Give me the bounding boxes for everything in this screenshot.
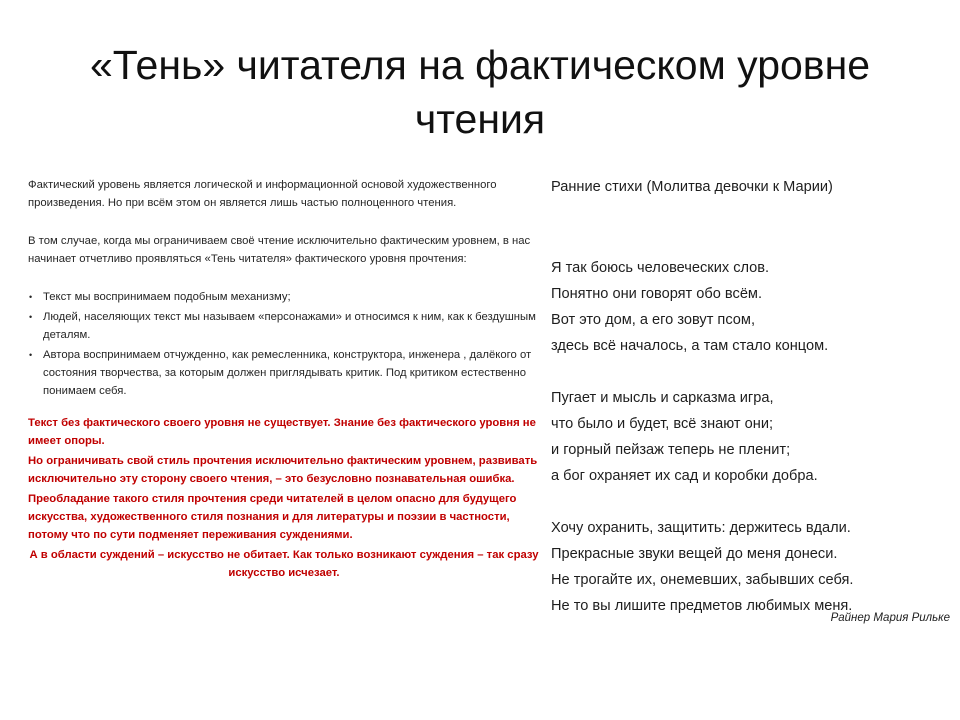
bullet-item: • Людей, населяющих текст мы называем «персонажами» и относимся к ним, как к бездушным деталям. — [28, 308, 540, 344]
poem-line: Не трогайте их, онемевших, забывших себя. — [551, 572, 854, 588]
poem-line: Я так боюсь человеческих слов. — [551, 260, 770, 276]
slide-title — [40, 38, 920, 146]
poem-stanza — [551, 255, 931, 359]
poem-line: а бог охраняет их сад и коробки добра. — [551, 468, 818, 484]
poem-line: что было и будет, всё знают они; — [551, 416, 774, 432]
title-line-2: чтения — [414, 96, 546, 142]
bullet-item: • Автора воспринимаем отчужденно, как ремесленника, конструктора, инженера , далёкого от состояния творчества, за которым должен приглядывать критик. Под критиком естественно понимаем себя. — [28, 346, 540, 400]
poem-heading: Ранние стихи (Молитва девочки к Марии) — [551, 179, 833, 195]
poem-line: и горный пейзаж теперь не пленит; — [551, 442, 791, 458]
red-paragraph: А в области суждений – искусство не обитает. Как только возникают суждения – так сразу искусство исчезает. — [29, 549, 539, 579]
poem-line: Прекрасные звуки вещей до меня донеси. — [551, 546, 838, 562]
red-paragraph: Текст без фактического своего уровня не существует. Знание без фактического уровня не имеет опоры. — [28, 417, 536, 447]
red-paragraph: Преобладание такого стиля прочтения среди читателей в целом опасно для будущего искусства, художественного стиля познания и для литературы и поэзии в частности, потому что по сути подменяет переживания суждениями. — [28, 493, 517, 541]
poem-column — [551, 175, 931, 619]
poem-line: Вот это дом, а его зовут псом, — [551, 312, 755, 328]
bullet-item: • Текст мы воспринимаем подобным механизму; — [28, 288, 540, 306]
poem-line: здесь всё началось, а там стало концом. — [551, 338, 829, 354]
bullet-icon: • — [29, 292, 33, 302]
title-line-1: «Тень» читателя на фактическом уровне — [89, 42, 871, 88]
left-column — [28, 176, 540, 584]
red-conclusions — [28, 414, 540, 582]
bullet-icon: • — [29, 350, 33, 360]
poem-line: Пугает и мысль и сарказма игра, — [551, 390, 774, 406]
poem-line: Понятно они говорят обо всём. — [551, 286, 763, 302]
poem-line: Хочу охранить, защитить: держитесь вдали. — [551, 520, 851, 536]
poem-author: Райнер Мария Рильке — [830, 612, 950, 624]
poem-stanza — [551, 385, 931, 489]
poem-stanza — [551, 515, 931, 619]
bullet-icon: • — [29, 312, 33, 322]
paragraph-factual-level: Фактический уровень является логической и информационной основой художественного произведения. Но при всём этом он является лишь частью полноценного чтения. — [28, 179, 497, 209]
paragraph-reader-shadow: В том случае, когда мы ограничиваем своё чтение исключительно фактическим уровнем, в нас начинает отчетливо проявляться «Тень читателя» фактического уровня прочтения: — [28, 235, 531, 265]
red-paragraph: Но ограничивать свой стиль прочтения исключительно фактическим уровнем, развивать исключительно эту сторону своего чтения, – это безусловно познавательная ошибка. — [28, 455, 538, 485]
bullet-list — [28, 288, 540, 400]
poem-line: Не то вы лишите предметов любимых меня. — [551, 598, 853, 614]
